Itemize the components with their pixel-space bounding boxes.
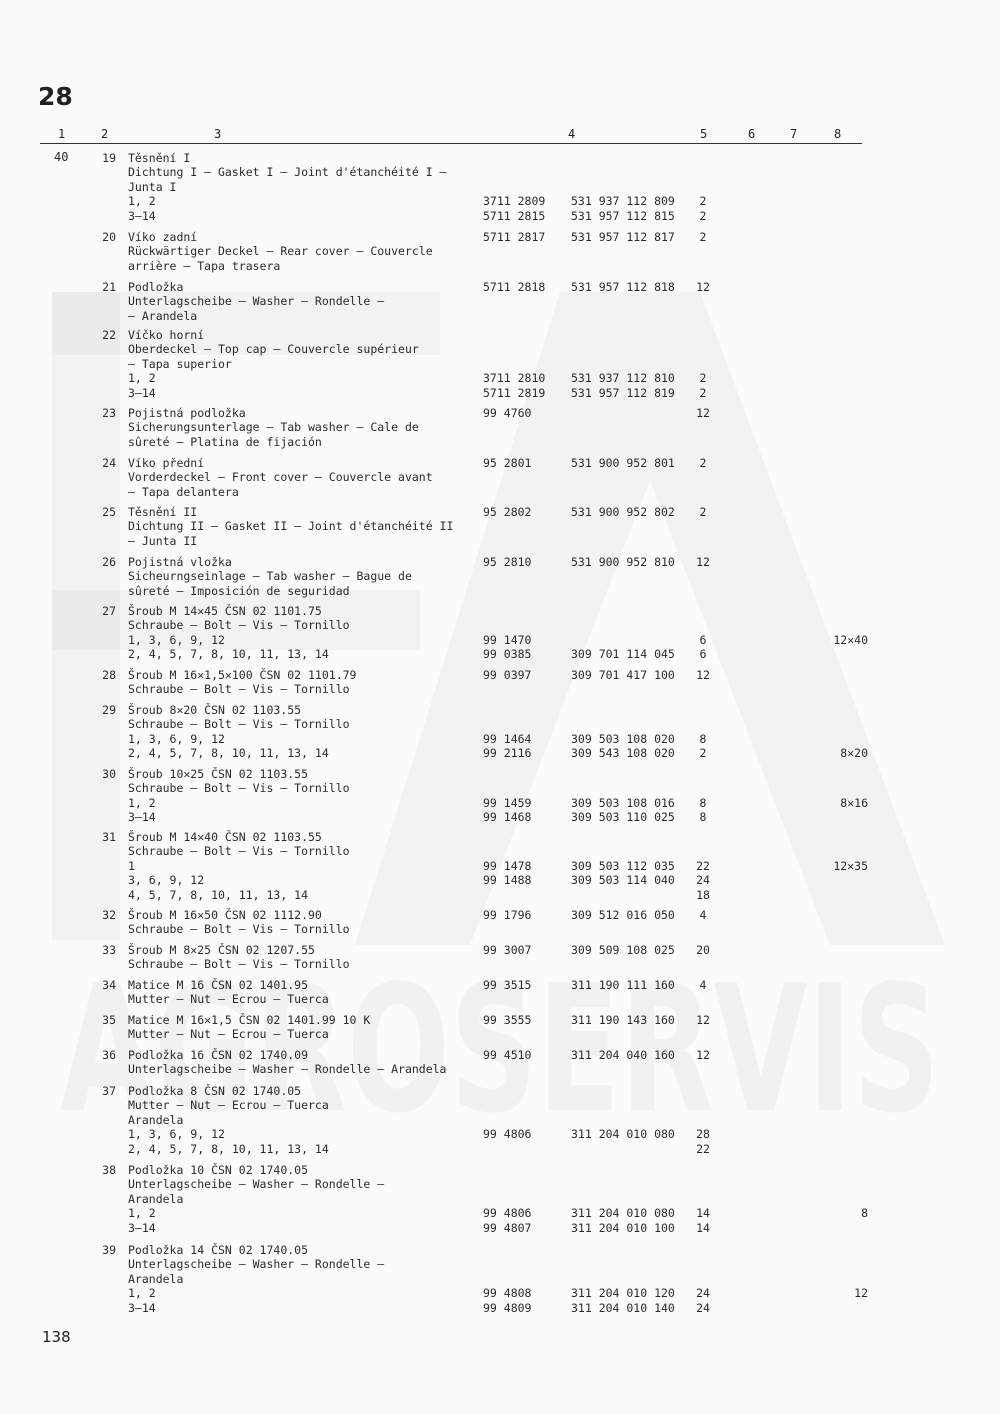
item-part-number: 531 937 112 810 [571, 371, 675, 386]
item-note: 8✕16 [840, 795, 868, 810]
item-catalog-code: 5711 2818 [483, 280, 546, 294]
item-description: 3—14 [128, 1220, 156, 1235]
item-quantity: 20 [696, 943, 710, 957]
part-entry [0, 703, 1000, 761]
item-quantity: 24 [696, 1300, 710, 1315]
item-description: 3—14 [128, 208, 156, 223]
part-line [0, 1301, 1000, 1315]
item-quantity: 2 [699, 456, 707, 470]
part-line [0, 165, 1000, 179]
item-description: Matice M 16✕1,5 ČSN 02 1401.99 10 K [128, 1013, 371, 1027]
part-line [0, 456, 1000, 470]
part-line [0, 633, 1000, 647]
item-description: Pojistná podložka [128, 406, 246, 420]
item-quantity: 2 [699, 194, 707, 209]
item-catalog-code: 99 3555 [483, 1013, 532, 1027]
part-line [0, 992, 1000, 1006]
item-note: 12✕40 [833, 632, 868, 647]
part-line [0, 555, 1000, 569]
item-quantity: 2 [699, 746, 707, 761]
item-quantity: 12 [696, 280, 710, 294]
item-part-number: 311 204 010 080 [571, 1206, 675, 1221]
item-quantity: 28 [696, 1127, 710, 1142]
part-line [0, 1192, 1000, 1206]
part-line [0, 618, 1000, 632]
part-line [0, 1142, 1000, 1156]
part-line [0, 209, 1000, 223]
part-line [0, 682, 1000, 696]
item-quantity: 2 [699, 505, 707, 519]
item-quantity: 4 [699, 908, 707, 922]
item-quantity: 8 [699, 731, 707, 746]
item-quantity: 22 [696, 1141, 710, 1156]
item-description: 1, 2 [128, 1286, 156, 1301]
column-header-1: 1 [58, 127, 66, 141]
item-part-number: 311 190 143 160 [571, 1013, 675, 1027]
part-line [0, 888, 1000, 902]
part-line [0, 180, 1000, 194]
part-line [0, 294, 1000, 308]
item-description: Podložka 10 ČSN 02 1740.05 [128, 1163, 309, 1177]
item-part-number: 311 204 010 140 [571, 1300, 675, 1315]
part-line [0, 280, 1000, 294]
item-part-number: 311 204 010 080 [571, 1127, 675, 1142]
part-line [0, 1286, 1000, 1300]
item-catalog-code: 95 2802 [483, 505, 532, 519]
part-line [0, 244, 1000, 258]
item-quantity: 12 [696, 1013, 710, 1027]
item-description: 3—14 [128, 385, 156, 400]
item-description: Šroub M 16✕50 ČSN 02 1112.90 [128, 908, 322, 922]
item-quantity: 14 [696, 1220, 710, 1235]
part-line [0, 259, 1000, 273]
part-line [0, 1206, 1000, 1220]
item-description: Matice M 16 ČSN 02 1401.95 [128, 978, 309, 992]
item-description: Šroub M 8✕25 ČSN 02 1207.55 [128, 943, 315, 957]
item-description: Schraube — Bolt — Vis — Tornillo [128, 682, 350, 697]
item-catalog-code: 99 4807 [483, 1220, 532, 1235]
item-description: Podložka 16 ČSN 02 1740.09 [128, 1048, 309, 1062]
item-description: Šroub M 14✕45 ČSN 02 1101.75 [128, 604, 322, 618]
item-description: 2, 4, 5, 7, 8, 10, 11, 13, 14 [128, 647, 329, 662]
part-entry [0, 406, 1000, 449]
item-part-number: 309 701 114 045 [571, 647, 675, 662]
part-entry [0, 978, 1000, 1007]
item-quantity: 6 [699, 647, 707, 662]
part-entry [0, 280, 1000, 323]
part-entry [0, 1243, 1000, 1315]
part-entry [0, 456, 1000, 499]
part-line [0, 584, 1000, 598]
item-quantity: 4 [699, 978, 707, 992]
item-part-number: 531 900 952 810 [571, 555, 675, 569]
item-description: Schraube — Bolt — Vis — Tornillo [128, 618, 350, 633]
part-line [0, 342, 1000, 356]
item-catalog-code: 99 4808 [483, 1286, 532, 1301]
item-part-number: 311 204 040 160 [571, 1048, 675, 1062]
part-line [0, 908, 1000, 922]
part-line [0, 830, 1000, 844]
item-description: — Junta II [128, 533, 198, 548]
item-description: Unterlagscheibe — Washer — Rondelle — [128, 1257, 385, 1272]
folio-number: 138 [42, 1328, 71, 1346]
item-quantity: 2 [699, 208, 707, 223]
item-description: Těsnění I [128, 151, 191, 165]
item-position: 30 [102, 767, 116, 781]
item-catalog-code: 99 4806 [483, 1206, 532, 1221]
item-description: Podložka 8 ČSN 02 1740.05 [128, 1084, 302, 1098]
item-description: Vorderdeckel — Front cover — Couvercle avant [128, 470, 433, 485]
item-catalog-code: 99 1478 [483, 858, 532, 873]
part-entry [0, 908, 1000, 937]
item-catalog-code: 3711 2810 [483, 371, 546, 386]
part-line [0, 767, 1000, 781]
part-line [0, 957, 1000, 971]
part-line [0, 873, 1000, 887]
part-line [0, 485, 1000, 499]
item-catalog-code: 99 4809 [483, 1300, 532, 1315]
item-quantity: 24 [696, 873, 710, 888]
item-position: 22 [102, 328, 116, 342]
item-quantity: 12 [696, 668, 710, 682]
item-position: 23 [102, 406, 116, 420]
item-position: 27 [102, 604, 116, 618]
item-catalog-code: 5711 2815 [483, 208, 546, 223]
item-catalog-code: 99 1796 [483, 908, 532, 922]
item-description: Schraube — Bolt — Vis — Tornillo [128, 844, 350, 859]
part-line [0, 230, 1000, 244]
part-line [0, 1163, 1000, 1177]
part-entry [0, 328, 1000, 400]
item-description: Pojistná vložka [128, 555, 232, 569]
item-catalog-code: 99 3515 [483, 978, 532, 992]
item-description: Dichtung II — Gasket II — Joint d'étanchéité II [128, 519, 454, 534]
item-description: 1 [128, 858, 135, 873]
part-line [0, 1084, 1000, 1098]
item-part-number: 311 190 111 160 [571, 978, 675, 992]
part-line [0, 505, 1000, 519]
part-line [0, 371, 1000, 385]
column-header-8: 8 [834, 127, 842, 141]
item-catalog-code: 99 4806 [483, 1127, 532, 1142]
column-header-4: 4 [568, 127, 576, 141]
item-position: 39 [102, 1243, 116, 1257]
item-part-number: 311 204 010 120 [571, 1286, 675, 1301]
item-description: Víko zadní [128, 230, 198, 244]
item-position: 29 [102, 703, 116, 717]
item-quantity: 18 [696, 887, 710, 902]
part-line [0, 844, 1000, 858]
part-line [0, 796, 1000, 810]
part-line [0, 1048, 1000, 1062]
item-quantity: 24 [696, 1286, 710, 1301]
item-note: 12✕35 [833, 858, 868, 873]
part-entry [0, 1013, 1000, 1042]
item-catalog-code: 99 1470 [483, 632, 532, 647]
part-line [0, 859, 1000, 873]
item-part-number: 309 503 112 035 [571, 858, 675, 873]
part-entry [0, 943, 1000, 972]
item-note: 8 [861, 1206, 868, 1221]
part-line [0, 1127, 1000, 1141]
item-quantity: 12 [696, 1048, 710, 1062]
group-number: 40 [54, 150, 69, 164]
item-catalog-code: 99 1459 [483, 795, 532, 810]
item-description: 1, 3, 6, 9, 12 [128, 731, 225, 746]
part-line [0, 1098, 1000, 1112]
item-note: 12 [854, 1286, 868, 1301]
item-description: Unterlagscheibe — Washer — Rondelle — Arandela [128, 1062, 447, 1077]
item-description: Arandela [128, 1271, 184, 1286]
part-line [0, 1177, 1000, 1191]
item-description: Těsnění II [128, 505, 198, 519]
part-entry [0, 767, 1000, 825]
part-line [0, 357, 1000, 371]
item-description: 1, 2 [128, 371, 156, 386]
item-description: sûreté — Platina de fijación [128, 434, 322, 449]
item-description: — Arandela [128, 308, 198, 323]
part-entry [0, 151, 1000, 223]
item-description: sûreté — Imposición de seguridad [128, 583, 350, 598]
item-part-number: 309 701 417 100 [571, 668, 675, 682]
item-description: Schraube — Bolt — Vis — Tornillo [128, 717, 350, 732]
item-position: 24 [102, 456, 116, 470]
item-description: Víko přední [128, 456, 205, 470]
item-description: Šroub M 14✕40 ČSN 02 1103.55 [128, 830, 322, 844]
watermark-text: AGROSERVIS [60, 949, 940, 1152]
item-description: Šroub 10✕25 ČSN 02 1103.55 [128, 767, 309, 781]
item-description: — Tapa superior [128, 356, 232, 371]
part-entry [0, 830, 1000, 902]
item-catalog-code: 95 2810 [483, 555, 532, 569]
part-entry [0, 604, 1000, 662]
item-description: Šroub M 16✕1,5✕100 ČSN 02 1101.79 [128, 668, 357, 682]
part-line [0, 703, 1000, 717]
item-catalog-code: 99 0397 [483, 668, 532, 682]
item-note: 8✕20 [840, 746, 868, 761]
part-line [0, 943, 1000, 957]
item-part-number: 309 503 108 020 [571, 731, 675, 746]
item-description: Unterlagscheibe — Washer — Rondelle — [128, 1177, 385, 1192]
item-description: Dichtung I — Gasket I — Joint d'étanchéité I — [128, 165, 447, 180]
item-part-number: 309 543 108 020 [571, 746, 675, 761]
item-description: 2, 4, 5, 7, 8, 10, 11, 13, 14 [128, 1141, 329, 1156]
part-line [0, 328, 1000, 342]
part-line [0, 1221, 1000, 1235]
item-quantity: 8 [699, 795, 707, 810]
item-part-number: 309 503 108 016 [571, 795, 675, 810]
item-part-number: 531 900 952 802 [571, 505, 675, 519]
item-catalog-code: 3711 2809 [483, 194, 546, 209]
item-quantity: 14 [696, 1206, 710, 1221]
item-description: 3—14 [128, 1300, 156, 1315]
item-quantity: 12 [696, 555, 710, 569]
part-line [0, 406, 1000, 420]
part-entry [0, 555, 1000, 598]
part-line [0, 1243, 1000, 1257]
part-entry [0, 230, 1000, 273]
column-header-7: 7 [790, 127, 798, 141]
item-catalog-code: 95 2801 [483, 456, 532, 470]
item-description: 1, 3, 6, 9, 12 [128, 632, 225, 647]
item-description: 3—14 [128, 810, 156, 825]
item-catalog-code: 99 4760 [483, 406, 532, 420]
part-entry [0, 1048, 1000, 1077]
part-line [0, 1027, 1000, 1041]
item-quantity: 6 [699, 632, 707, 647]
item-description: Víčko horní [128, 328, 205, 342]
item-description: Arandela [128, 1112, 184, 1127]
item-quantity: 22 [696, 858, 710, 873]
item-part-number: 531 957 112 815 [571, 208, 675, 223]
item-description: Schraube — Bolt — Vis — Tornillo [128, 922, 350, 937]
item-quantity: 2 [699, 230, 707, 244]
item-position: 35 [102, 1013, 116, 1027]
item-description: Mutter — Nut — Ecrou — Tuerca [128, 992, 329, 1007]
item-description: Sicherungsunterlage — Tab washer — Cale de [128, 420, 419, 435]
item-catalog-code: 5711 2819 [483, 385, 546, 400]
item-part-number: 531 957 112 818 [571, 280, 675, 294]
item-description: Schraube — Bolt — Vis — Tornillo [128, 781, 350, 796]
item-position: 34 [102, 978, 116, 992]
item-part-number: 309 503 114 040 [571, 873, 675, 888]
part-line [0, 922, 1000, 936]
part-line [0, 717, 1000, 731]
item-position: 21 [102, 280, 116, 294]
part-line [0, 569, 1000, 583]
part-line [0, 668, 1000, 682]
part-line [0, 194, 1000, 208]
part-line [0, 781, 1000, 795]
part-line [0, 810, 1000, 824]
item-description: 1, 2 [128, 194, 156, 209]
item-part-number: 309 503 110 025 [571, 810, 675, 825]
item-description: Podložka [128, 280, 184, 294]
item-description: Junta I [128, 179, 177, 194]
item-position: 32 [102, 908, 116, 922]
part-line [0, 1062, 1000, 1076]
part-line [0, 978, 1000, 992]
item-catalog-code: 5711 2817 [483, 230, 546, 244]
item-description: 3, 6, 9, 12 [128, 873, 205, 888]
item-quantity: 12 [696, 406, 710, 420]
part-line [0, 386, 1000, 400]
item-description: Podložka 14 ČSN 02 1740.05 [128, 1243, 309, 1257]
part-line [0, 470, 1000, 484]
item-quantity: 8 [699, 810, 707, 825]
part-line [0, 420, 1000, 434]
column-header-3: 3 [214, 127, 222, 141]
item-position: 25 [102, 505, 116, 519]
item-position: 26 [102, 555, 116, 569]
item-position: 36 [102, 1048, 116, 1062]
item-description: Rückwärtiger Deckel — Rear cover — Couvercle [128, 244, 433, 259]
item-description: Sicheurngseinlage — Tab washer — Bague de [128, 569, 412, 584]
item-position: 20 [102, 230, 116, 244]
item-description: Mutter — Nut — Ecrou — Tuerca [128, 1098, 329, 1113]
item-part-number: 309 512 016 050 [571, 908, 675, 922]
part-entry [0, 1084, 1000, 1156]
item-catalog-code: 99 2116 [483, 746, 532, 761]
item-description: arrière — Tapa trasera [128, 258, 281, 273]
part-line [0, 534, 1000, 548]
item-description: Oberdeckel — Top cap — Couvercle supérieur [128, 342, 419, 357]
item-quantity: 2 [699, 385, 707, 400]
item-catalog-code: 99 1464 [483, 731, 532, 746]
item-part-number: 531 957 112 819 [571, 385, 675, 400]
part-entry [0, 505, 1000, 548]
part-line [0, 647, 1000, 661]
item-catalog-code: 99 4510 [483, 1048, 532, 1062]
item-part-number: 531 900 952 801 [571, 456, 675, 470]
item-part-number: 311 204 010 100 [571, 1220, 675, 1235]
item-catalog-code: 99 3007 [483, 943, 532, 957]
item-position: 31 [102, 830, 116, 844]
item-description: 1, 3, 6, 9, 12 [128, 1127, 225, 1142]
item-description: — Tapa delantera [128, 484, 239, 499]
item-description: 1, 2 [128, 795, 156, 810]
part-line [0, 151, 1000, 165]
item-description: Šroub 8✕20 ČSN 02 1103.55 [128, 703, 302, 717]
column-header-2: 2 [101, 127, 109, 141]
item-position: 28 [102, 668, 116, 682]
item-quantity: 2 [699, 371, 707, 386]
item-position: 33 [102, 943, 116, 957]
column-header-5: 5 [700, 127, 708, 141]
item-position: 37 [102, 1084, 116, 1098]
part-line [0, 309, 1000, 323]
item-catalog-code: 99 1468 [483, 810, 532, 825]
part-line [0, 746, 1000, 760]
item-position: 19 [102, 151, 116, 165]
item-catalog-code: 99 0385 [483, 647, 532, 662]
part-line [0, 1113, 1000, 1127]
item-description: Unterlagscheibe — Washer — Rondelle — [128, 294, 385, 309]
item-description: Mutter — Nut — Ecrou — Tuerca [128, 1027, 329, 1042]
part-line [0, 604, 1000, 618]
item-description: 4, 5, 7, 8, 10, 11, 13, 14 [128, 887, 309, 902]
item-description: Schraube — Bolt — Vis — Tornillo [128, 957, 350, 972]
part-line [0, 732, 1000, 746]
part-line [0, 519, 1000, 533]
part-line [0, 1013, 1000, 1027]
item-part-number: 309 509 108 025 [571, 943, 675, 957]
part-line [0, 1257, 1000, 1271]
item-description: 1, 2 [128, 1206, 156, 1221]
page-number: 28 [38, 82, 73, 111]
part-entry [0, 1163, 1000, 1235]
item-part-number: 531 937 112 809 [571, 194, 675, 209]
item-position: 38 [102, 1163, 116, 1177]
part-entry [0, 668, 1000, 697]
part-line [0, 435, 1000, 449]
item-catalog-code: 99 1488 [483, 873, 532, 888]
column-header-6: 6 [748, 127, 756, 141]
item-part-number: 531 957 112 817 [571, 230, 675, 244]
item-description: 2, 4, 5, 7, 8, 10, 11, 13, 14 [128, 746, 329, 761]
part-line [0, 1272, 1000, 1286]
item-description: Arandela [128, 1191, 184, 1206]
